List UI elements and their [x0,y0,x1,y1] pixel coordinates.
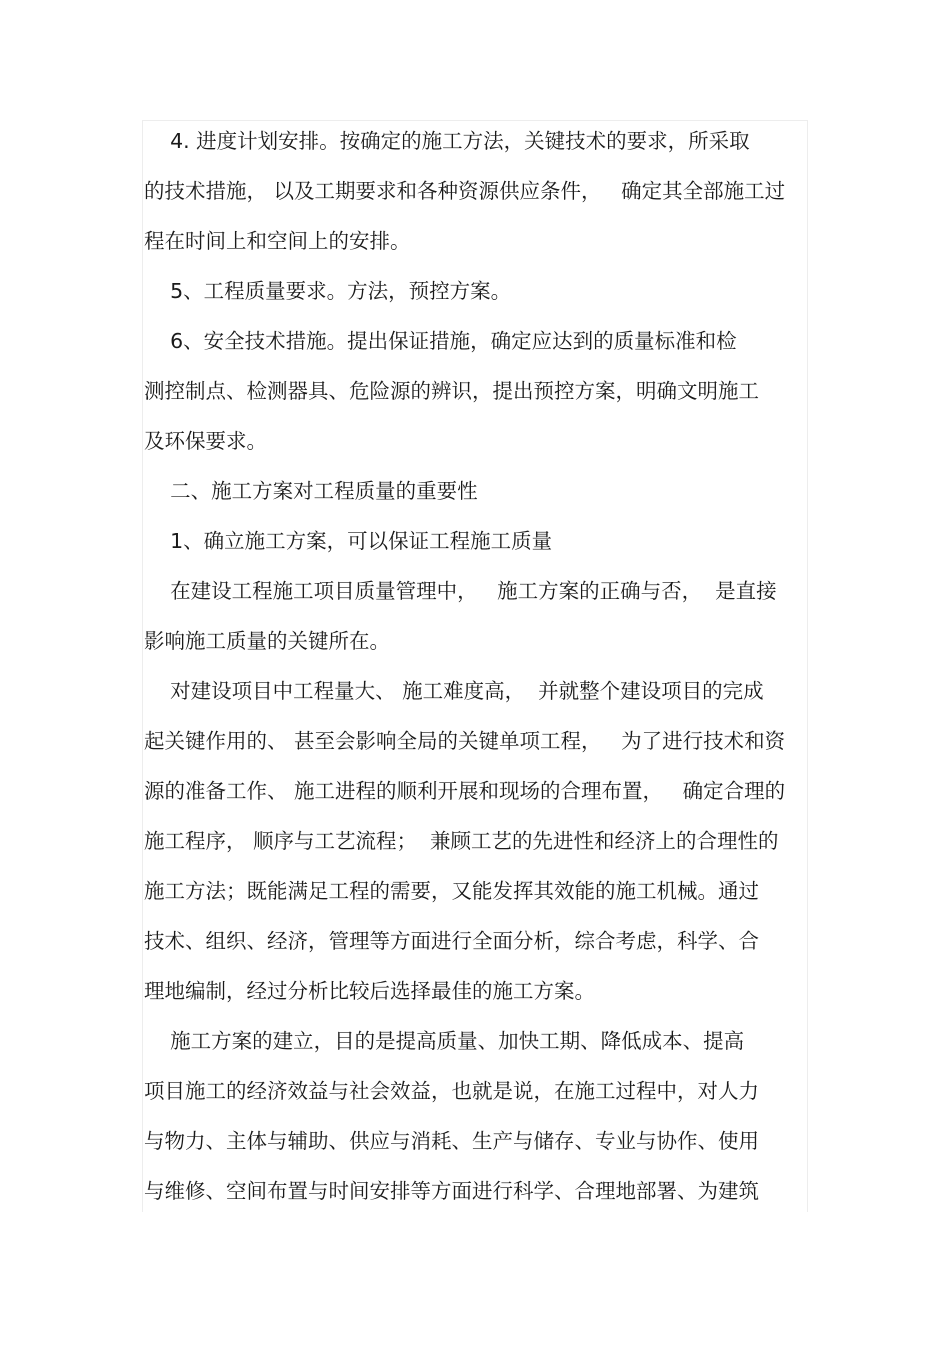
text-line: 在建设工程施工项目质量管理中， 施工方案的正确与否， 是直接 [144,579,777,603]
text-line: 对建设项目中工程量大、 施工难度高， 并就整个建设项目的完成 [144,679,764,703]
text-line: 程在时间上和空间上的安排。 [144,229,411,253]
text-line: 施工程序， 顺序与工艺流程； 兼顾工艺的先进性和经济上的合理性的 [144,829,779,853]
text-line: 与物力、主体与辅助、供应与消耗、生产与储存、专业与协作、使用 [144,1129,759,1153]
text-line: 影响施工质量的关键所在。 [144,629,390,653]
page-frame-top [142,120,808,121]
text-line: 项目施工的经济效益与社会效益，也就是说，在施工过程中，对人力 [144,1079,759,1103]
text-line: 与维修、空间布置与时间安排等方面进行科学、合理地部署、为建筑 [144,1179,759,1203]
text-line: 及环保要求。 [144,429,267,453]
page-frame-left [142,120,143,1212]
text-line: 起关键作用的、 甚至会影响全局的关键单项工程， 为了进行技术和资 [144,729,786,753]
text-line: 6、安全技术措施。提出保证措施，确定应达到的质量标准和检 [144,329,737,353]
subsection-heading: 1、确立施工方案，可以保证工程施工质量 [144,529,553,553]
text-line: 理地编制，经过分析比较后选择最佳的施工方案。 [144,979,595,1003]
text-line: 技术、组织、经济，管理等方面进行全面分析，综合考虑，科学、合 [144,929,759,953]
text-line: 施工方案的建立，目的是提高质量、加快工期、降低成本、提高 [144,1029,745,1053]
text-line: 源的准备工作、 施工进程的顺利开展和现场的合理布置， 确定合理的 [144,779,786,803]
section-heading: 二、施工方案对工程质量的重要性 [144,479,478,503]
text-line: 4. 进度计划安排。按确定的施工方法，关键技术的要求，所采取 [144,129,750,153]
text-line: 测控制点、检测器具、危险源的辨识，提出预控方案，明确文明施工 [144,379,759,403]
text-line: 施工方法；既能满足工程的需要，又能发挥其效能的施工机械。通过 [144,879,759,903]
text-line: 5、工程质量要求。方法，预控方案。 [144,279,512,303]
text-line: 的技术措施， 以及工期要求和各种资源供应条件， 确定其全部施工过 [144,179,786,203]
